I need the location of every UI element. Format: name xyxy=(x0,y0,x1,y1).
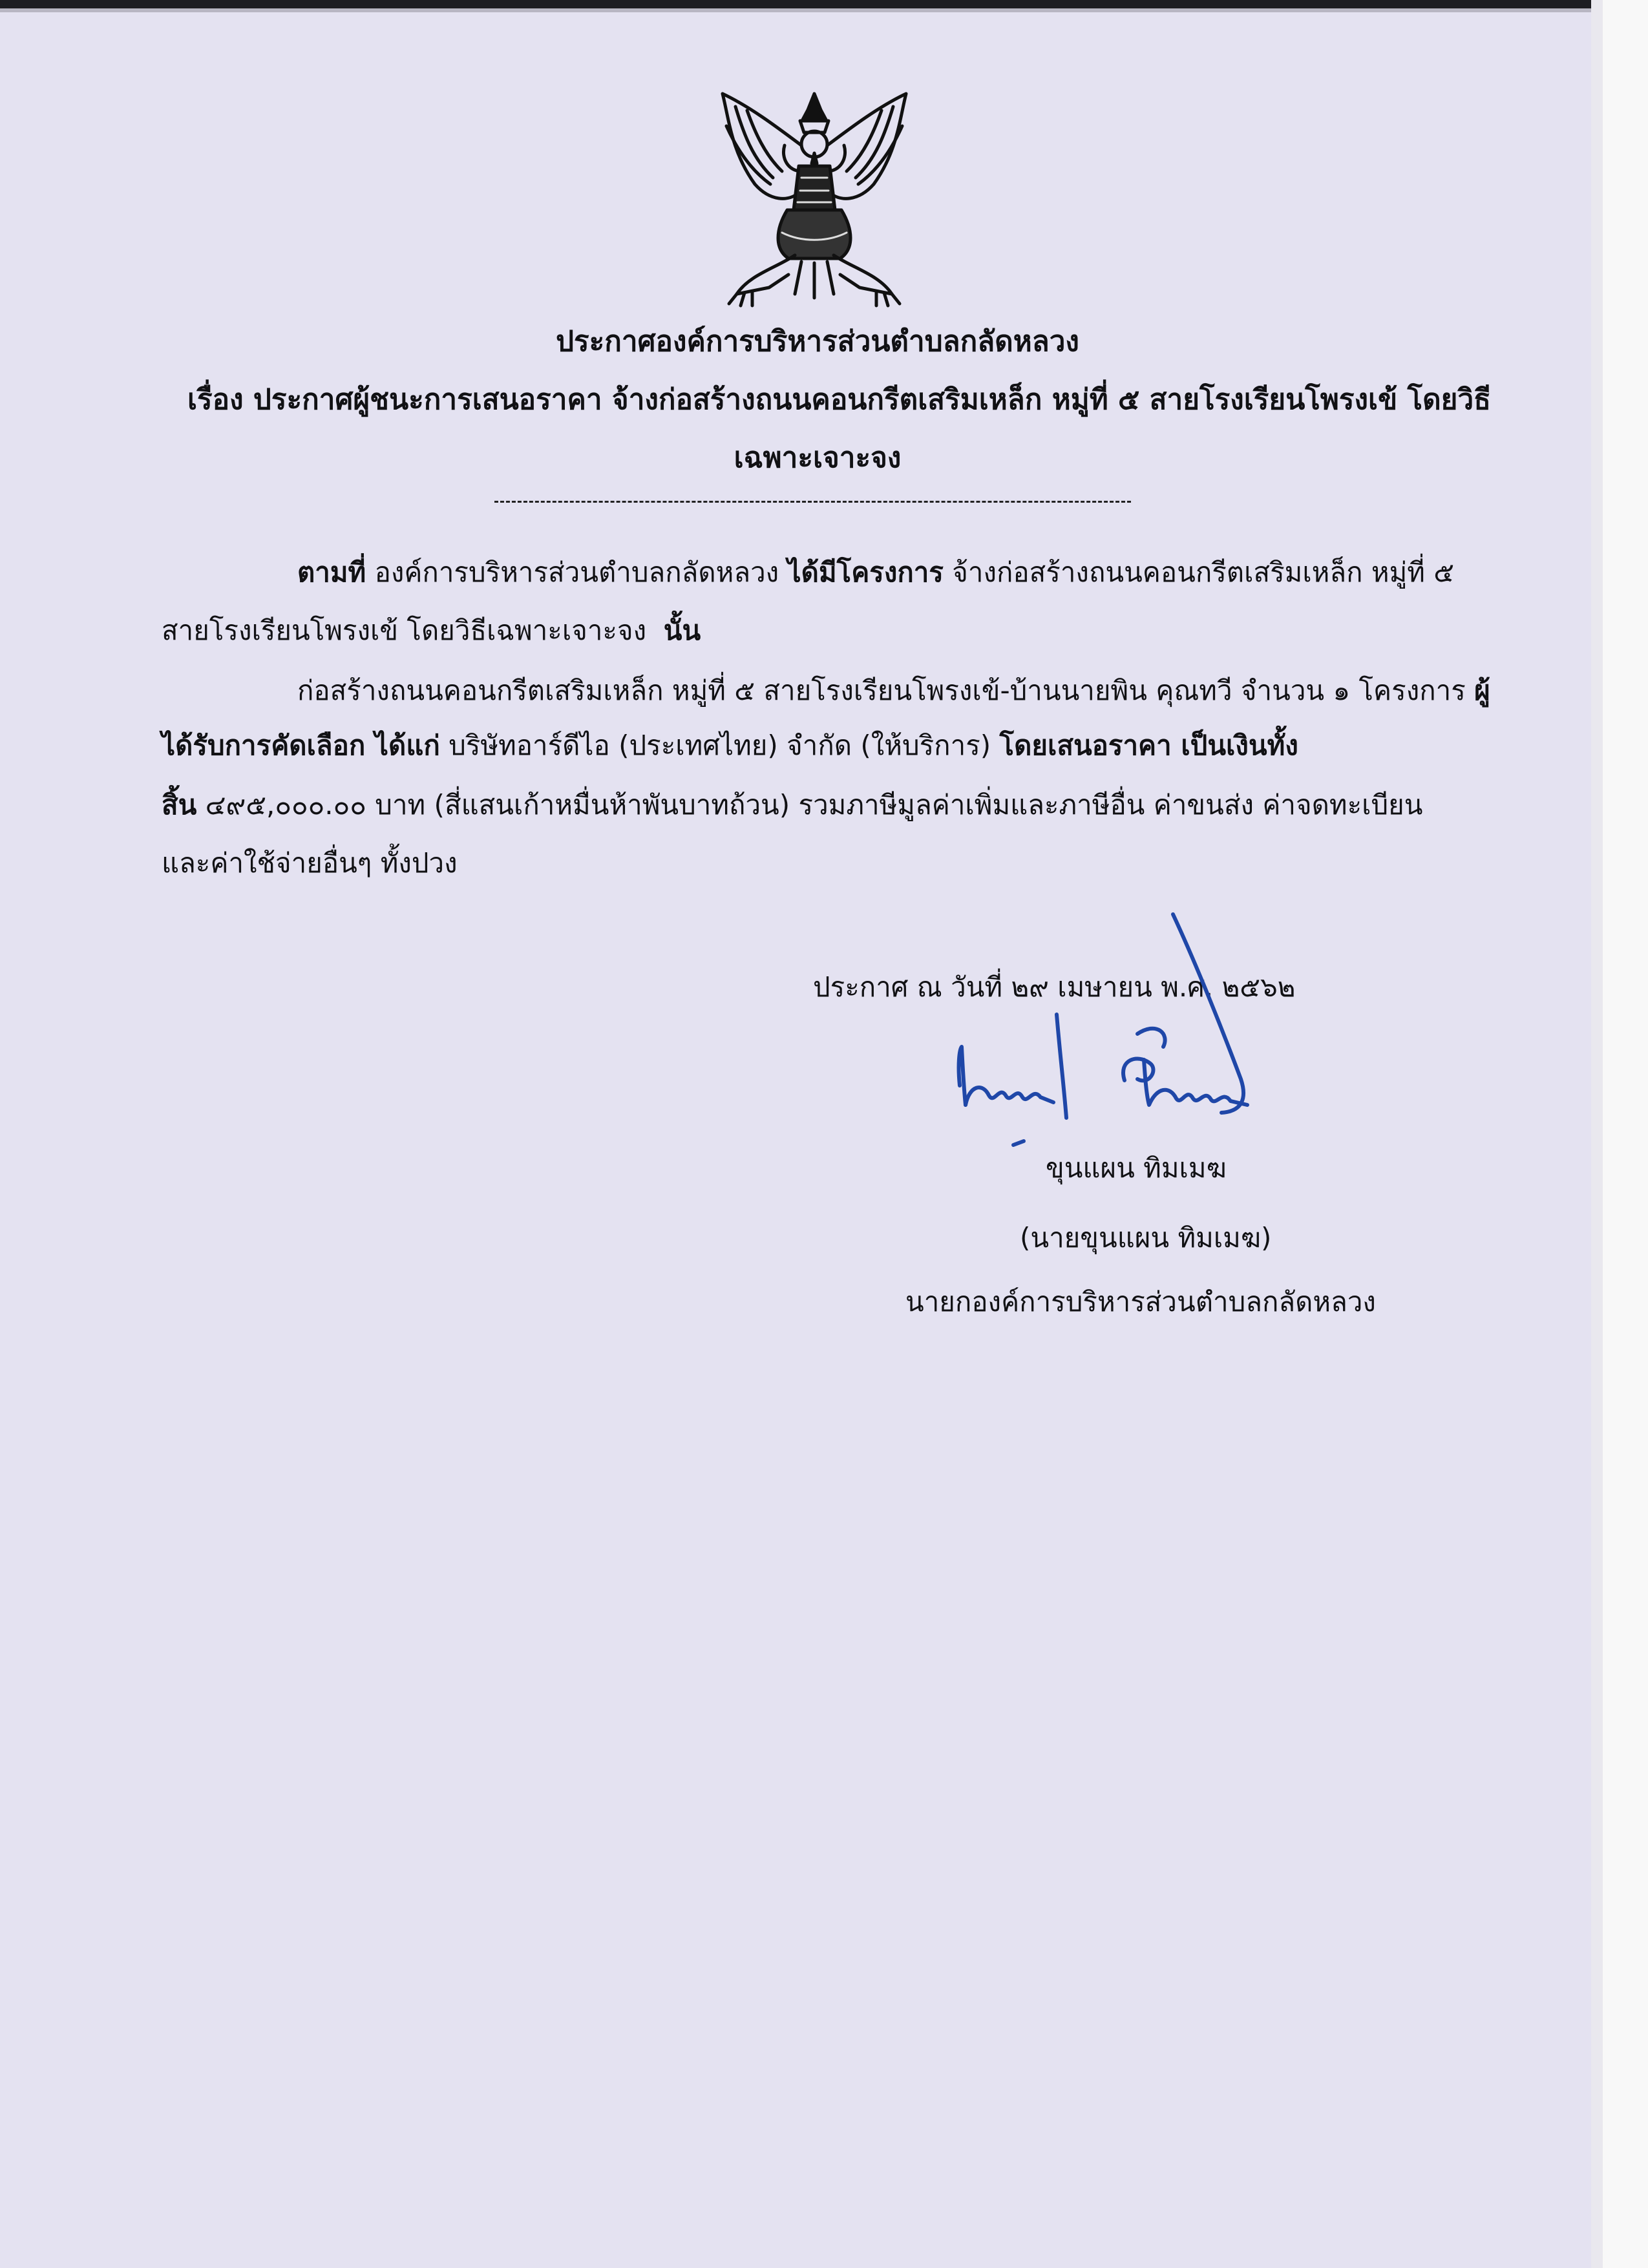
subject-line-continued: เฉพาะเจาะจง xyxy=(734,441,902,474)
paragraph-2-line-2 xyxy=(162,724,1298,767)
paragraph-2-line-1 xyxy=(297,669,1490,712)
p1-project: จ้างก่อสร้างถนนคอนกรีตเสริมเหล็ก หมู่ที่ ๕ xyxy=(952,556,1455,588)
paragraph-1-line-2 xyxy=(162,609,701,652)
p2-tax-note: รวมภาษีมูลค่าเพิ่มและภาษีอื่น ค่าขนส่ง ค่าจดทะเบียน xyxy=(798,789,1423,821)
announce-date: ประกาศ ณ วันที่ ๒๙ เมษายน พ.ศ. ๒๕๖๒ xyxy=(813,971,1296,1003)
paragraph-2-line-4 xyxy=(162,842,458,885)
p1-has-project: ได้มีโครงการ xyxy=(787,556,944,588)
p1-line2: สายโรงเรียนโพรงเข้ โดยวิธีเฉพาะเจาะจง xyxy=(162,614,647,646)
garuda-emblem-icon xyxy=(698,81,931,313)
p2-price-label: โดยเสนอราคา เป็นเงินทั้ง xyxy=(999,730,1298,761)
p2-total-label: สิ้น xyxy=(162,789,197,821)
p2-amount: ๔๙๕,๐๐๐.๐๐ บาท (สี่แสนเก้าหมื่นห้าพันบาทถ้วน) xyxy=(205,789,790,821)
signatory-full-name: (นายขุนแผน ทิมเมฆ) xyxy=(1020,1222,1272,1254)
signatory-position: นายกองค์การบริหารส่วนตำบลกลัดหลวง xyxy=(905,1286,1376,1318)
p1-org: องค์การบริหารส่วนตำบลกลัดหลวง xyxy=(374,556,779,588)
p1-lead: ตามที่ xyxy=(297,556,366,588)
p1-end: นั้น xyxy=(663,614,701,646)
org-announcement-title: ประกาศองค์การบริหารส่วนตำบลกลัดหลวง xyxy=(556,325,1079,358)
paragraph-2-line-3 xyxy=(162,784,1422,826)
handwritten-signature-icon xyxy=(944,911,1312,1182)
header-divider xyxy=(494,501,1131,503)
p2-selected-label: ได้รับการคัดเลือก ได้แก่ xyxy=(162,730,440,761)
p2-company: บริษัทอาร์ดีไอ (ประเทศไทย) จำกัด (ให้บริการ) xyxy=(449,730,991,761)
p2-line4: และค่าใช้จ่ายอื่นๆ ทั้งปวง xyxy=(162,847,458,879)
subject-line: เรื่อง ประกาศผู้ชนะการเสนอราคา จ้างก่อสร้างถนนคอนกรีตเสริมเหล็ก หมู่ที่ ๕ สายโรงเรียนโพรงเข้ โดยวิธี xyxy=(187,383,1492,416)
signatory-name: ขุนแผน ทิมเมฆ xyxy=(1046,1152,1227,1184)
p2-line1: ก่อสร้างถนนคอนกรีตเสริมเหล็ก หมู่ที่ ๕ สายโรงเรียนโพรงเข้-บ้านนายพิน คุณทวี จำนวน ๑ โครงการ xyxy=(297,675,1466,706)
p2-line1-end: ผู้ xyxy=(1474,675,1490,706)
paragraph-1-line-1 xyxy=(297,551,1454,594)
